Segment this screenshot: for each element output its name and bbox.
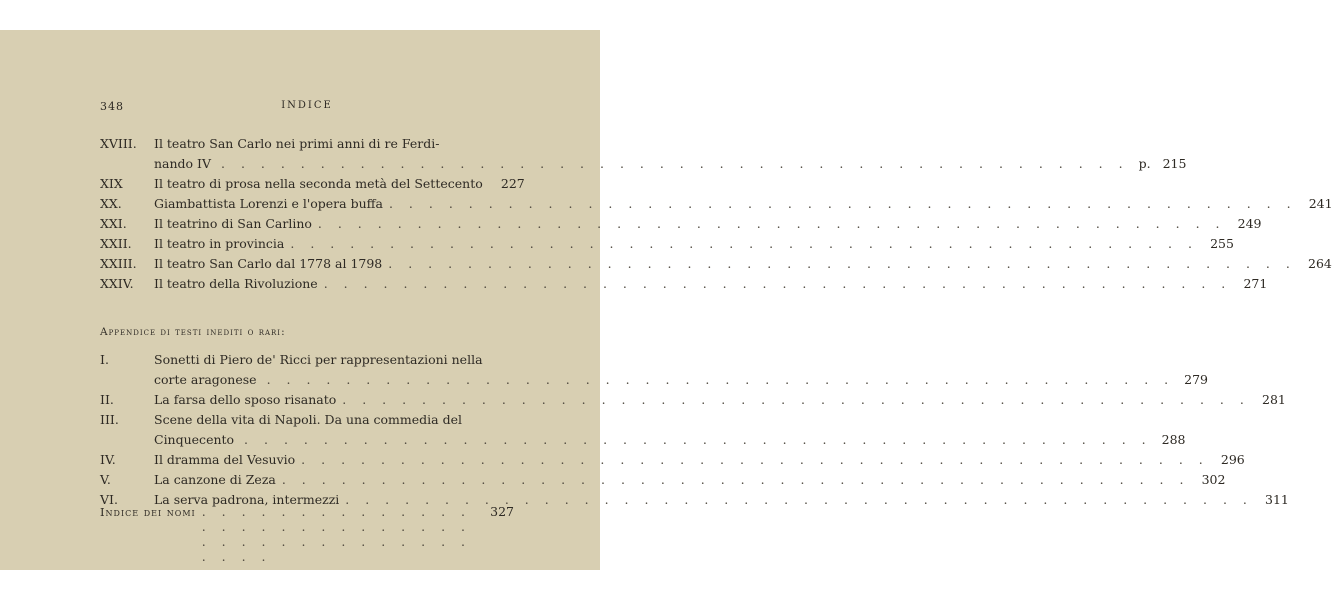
leader-dots (324, 274, 1232, 294)
leader-dots (221, 156, 1129, 171)
toc-entry (100, 254, 1332, 274)
entry-title: Il teatro San Carlo nei primi anni di re Ferdi- (154, 136, 440, 151)
entry-page: 311 (1265, 492, 1289, 507)
entry-page: 327 (490, 504, 514, 519)
leader-dots (290, 234, 1198, 254)
entry-title: Sonetti di Piero de' Ricci per rappresentazioni nella (154, 352, 483, 367)
index-of-names-entry (100, 504, 514, 564)
leader-dots (318, 214, 1226, 234)
entry-title: Il teatrino di San Carlino (154, 216, 312, 231)
entry-page: 249 (1237, 216, 1262, 231)
entry-number: XX. (100, 196, 122, 211)
entry-page: 215 (1162, 156, 1187, 171)
entry-number: XVIII. (100, 136, 137, 151)
leader-dots (244, 432, 1152, 447)
leader-dots (267, 372, 1175, 387)
entry-title: La farsa dello sposo risanato (154, 392, 337, 407)
entry-page: 264 (1308, 256, 1332, 271)
leader-dots (342, 390, 1250, 410)
entry-page: 281 (1262, 392, 1286, 407)
toc-entry (100, 134, 1187, 174)
toc-entry (100, 410, 1186, 450)
toc-entry (100, 194, 1333, 214)
toc-entry (100, 214, 1262, 234)
entry-number: XXI. (100, 216, 127, 231)
entry-page: 296 (1220, 452, 1245, 467)
toc-entry (100, 450, 1245, 470)
index-label: Indice dei nomi (100, 505, 196, 519)
toc-entry (100, 174, 525, 194)
entry-number: V. (100, 472, 111, 487)
toc-entry (100, 390, 1286, 410)
entry-title-cont: nando IV (154, 156, 212, 171)
appendix-heading: Appendice di testi inediti o rari: (100, 326, 286, 338)
appendix-list (100, 350, 1289, 510)
entry-page: 255 (1210, 236, 1234, 251)
toc-entry (100, 234, 1234, 254)
entry-page: 271 (1243, 276, 1268, 291)
book-page (0, 30, 1333, 570)
toc-entry (100, 350, 1208, 390)
entry-title-cont: Cinquecento (154, 432, 235, 447)
entry-number: II. (100, 392, 114, 407)
entry-title-cont: corte aragonese (154, 372, 257, 387)
entry-number: VI. (100, 492, 118, 507)
entry-title: La serva padrona, intermezzi (154, 492, 340, 507)
entry-page: 227 (500, 176, 525, 191)
entry-title: Il teatro della Rivoluzione (154, 276, 318, 291)
entry-title: Scene della vita di Napoli. Da una commedia del (154, 412, 462, 427)
entry-title: La canzone di Zeza (154, 472, 276, 487)
entry-number: XXII. (100, 236, 132, 251)
entry-title: Giambattista Lorenzi e l'opera buffa (154, 196, 383, 211)
leader-dots (301, 450, 1209, 470)
entry-page: 302 (1201, 472, 1226, 487)
toc-entry (100, 274, 1268, 294)
entry-title: Il dramma del Vesuvio (154, 452, 296, 467)
entry-title: Il teatro in provincia (154, 236, 285, 251)
toc-entry (100, 470, 1226, 490)
entry-page: 241 (1308, 196, 1333, 211)
entry-number: XIX (100, 176, 123, 191)
leader-dots (388, 254, 1296, 274)
leader-dots (202, 504, 478, 564)
entry-number: III. (100, 412, 119, 427)
entry-page: 288 (1161, 432, 1186, 447)
page-abbrev: p. (1138, 156, 1151, 171)
running-title: INDICE (281, 100, 333, 111)
page-number: 348 (100, 100, 124, 113)
entry-number: IV. (100, 452, 116, 467)
entry-number: XXIII. (100, 256, 137, 271)
entry-number: XXIV. (100, 276, 134, 291)
entry-page: 279 (1184, 372, 1208, 387)
leader-dots (389, 194, 1297, 214)
entry-title: Il teatro di prosa nella seconda metà del Settecento (154, 176, 483, 191)
chapter-list (100, 134, 1333, 294)
leader-dots (282, 470, 1190, 490)
entry-number: I. (100, 352, 109, 367)
entry-title: Il teatro San Carlo dal 1778 al 1798 (154, 256, 383, 271)
